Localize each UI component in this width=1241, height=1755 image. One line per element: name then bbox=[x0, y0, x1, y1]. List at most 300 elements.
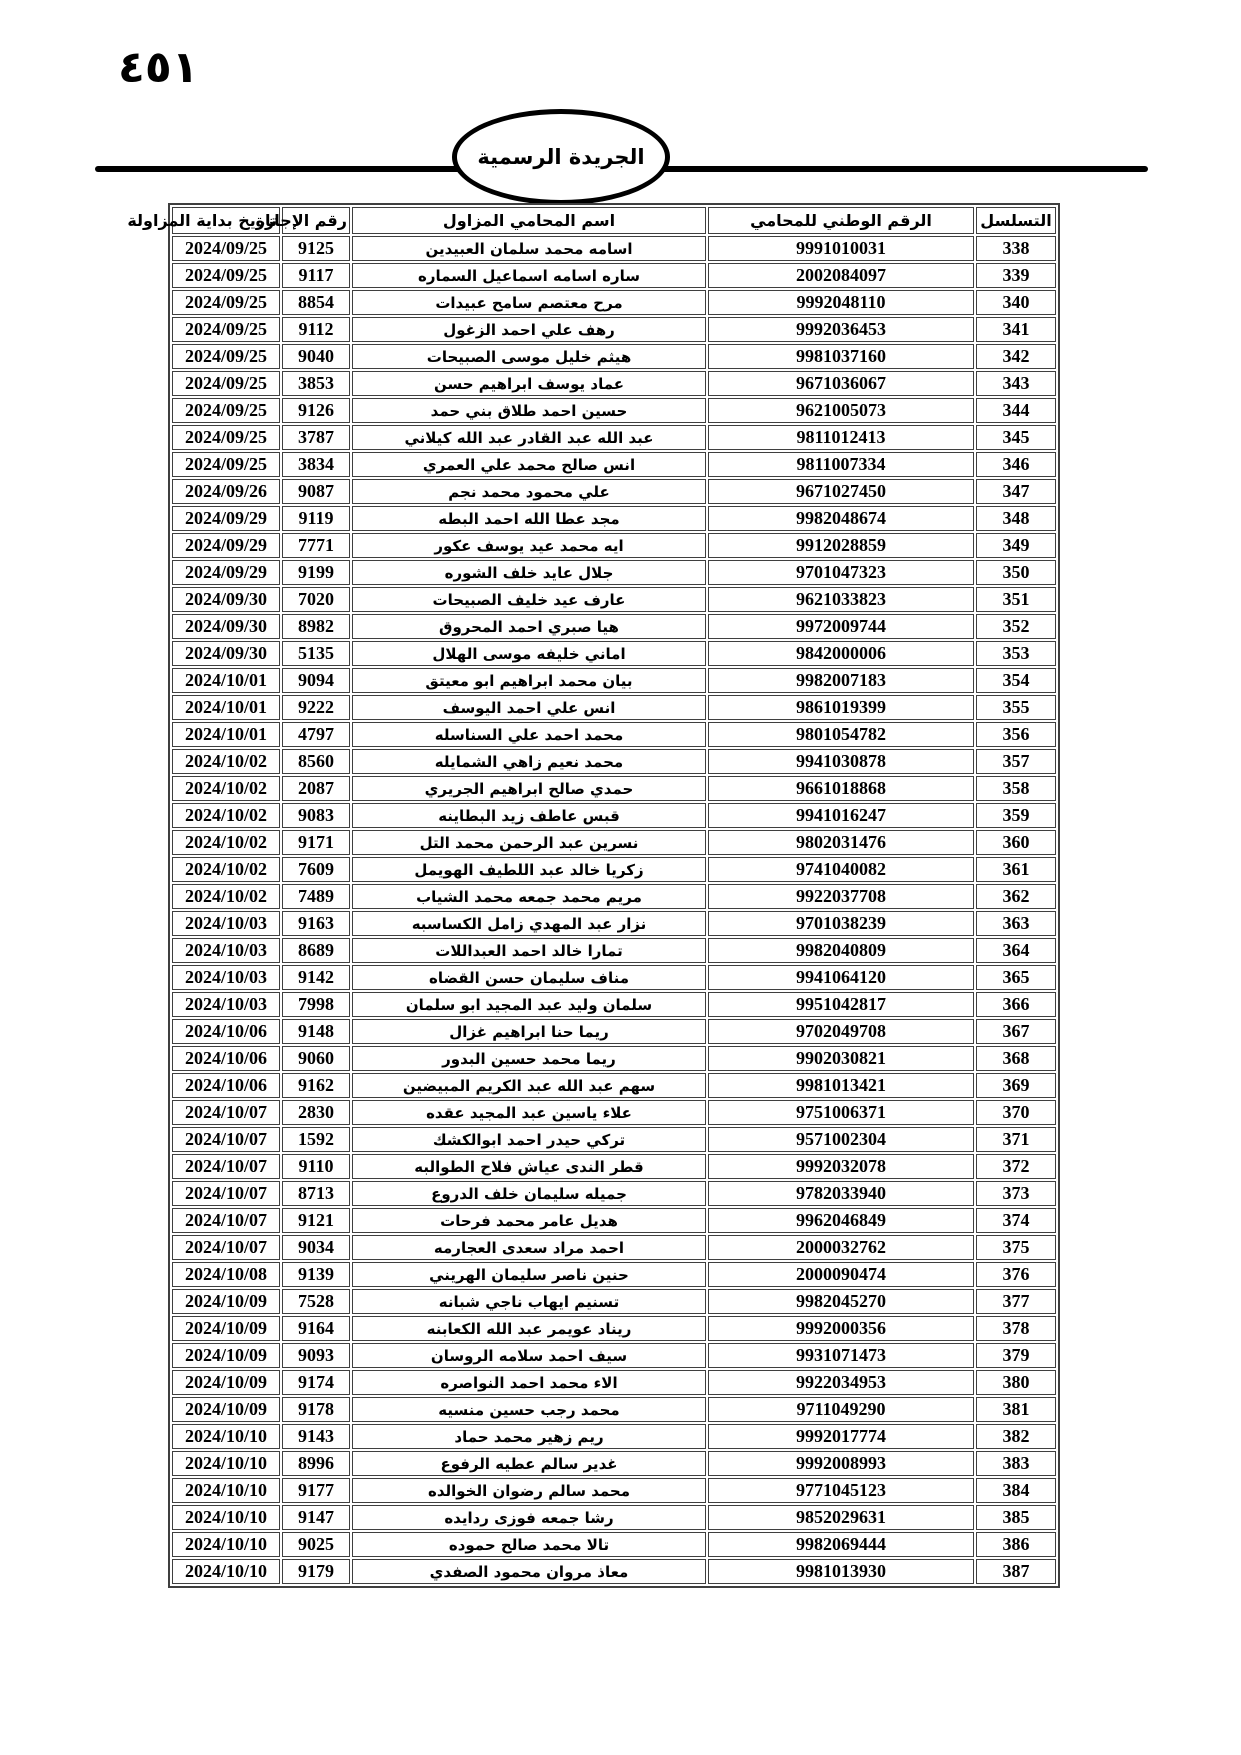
cell-start-date: 2024/09/26 bbox=[172, 479, 280, 504]
cell-serial: 348 bbox=[976, 506, 1056, 531]
lawyers-table-body bbox=[172, 236, 1056, 1584]
cell-start-date: 2024/10/10 bbox=[172, 1559, 280, 1584]
cell-start-date: 2024/10/10 bbox=[172, 1505, 280, 1530]
cell-serial: 349 bbox=[976, 533, 1056, 558]
cell-start-date: 2024/09/25 bbox=[172, 425, 280, 450]
cell-start-date: 2024/09/25 bbox=[172, 398, 280, 423]
cell-serial: 386 bbox=[976, 1532, 1056, 1557]
page-number: ٤٥١ bbox=[118, 42, 199, 93]
cell-national-id: 2000090474 bbox=[708, 1262, 974, 1287]
header-serial: التسلسل bbox=[976, 207, 1056, 234]
cell-license-number: 8996 bbox=[282, 1451, 350, 1476]
cell-serial: 350 bbox=[976, 560, 1056, 585]
cell-national-id: 9992000356 bbox=[708, 1316, 974, 1341]
table-row bbox=[172, 560, 1056, 585]
cell-lawyer-name: رشا جمعه فوزى ردايده bbox=[352, 1505, 706, 1530]
cell-lawyer-name: حسين احمد طلاق بني حمد bbox=[352, 398, 706, 423]
cell-start-date: 2024/09/25 bbox=[172, 317, 280, 342]
cell-license-number: 9087 bbox=[282, 479, 350, 504]
table-row bbox=[172, 1100, 1056, 1125]
cell-national-id: 9621005073 bbox=[708, 398, 974, 423]
cell-start-date: 2024/10/07 bbox=[172, 1154, 280, 1179]
header-lawyer-name: اسم المحامي المزاول bbox=[352, 207, 706, 234]
cell-national-id: 9671027450 bbox=[708, 479, 974, 504]
cell-lawyer-name: ايه محمد عيد يوسف عكور bbox=[352, 533, 706, 558]
cell-start-date: 2024/10/02 bbox=[172, 776, 280, 801]
cell-lawyer-name: غدير سالم عطيه الرفوع bbox=[352, 1451, 706, 1476]
cell-lawyer-name: جميله سليمان خلف الدروع bbox=[352, 1181, 706, 1206]
cell-lawyer-name: حنين ناصر سليمان الهريني bbox=[352, 1262, 706, 1287]
cell-serial: 344 bbox=[976, 398, 1056, 423]
cell-serial: 338 bbox=[976, 236, 1056, 261]
cell-serial: 385 bbox=[976, 1505, 1056, 1530]
cell-lawyer-name: ريما حنا ابراهيم غزال bbox=[352, 1019, 706, 1044]
cell-lawyer-name: سلمان وليد عبد المجيد ابو سلمان bbox=[352, 992, 706, 1017]
cell-national-id: 9991010031 bbox=[708, 236, 974, 261]
cell-lawyer-name: محمد رجب حسين منسيه bbox=[352, 1397, 706, 1422]
cell-lawyer-name: رهف علي احمد الزغول bbox=[352, 317, 706, 342]
table-row bbox=[172, 506, 1056, 531]
cell-start-date: 2024/10/06 bbox=[172, 1046, 280, 1071]
cell-serial: 384 bbox=[976, 1478, 1056, 1503]
table-row bbox=[172, 533, 1056, 558]
cell-license-number: 9094 bbox=[282, 668, 350, 693]
cell-start-date: 2024/09/25 bbox=[172, 344, 280, 369]
cell-start-date: 2024/10/02 bbox=[172, 830, 280, 855]
cell-serial: 381 bbox=[976, 1397, 1056, 1422]
cell-start-date: 2024/09/25 bbox=[172, 371, 280, 396]
table-row bbox=[172, 290, 1056, 315]
cell-lawyer-name: هديل عامر محمد فرحات bbox=[352, 1208, 706, 1233]
cell-national-id: 9941064120 bbox=[708, 965, 974, 990]
cell-start-date: 2024/10/10 bbox=[172, 1532, 280, 1557]
cell-serial: 369 bbox=[976, 1073, 1056, 1098]
cell-serial: 346 bbox=[976, 452, 1056, 477]
cell-national-id: 9701038239 bbox=[708, 911, 974, 936]
cell-start-date: 2024/10/01 bbox=[172, 668, 280, 693]
cell-license-number: 2830 bbox=[282, 1100, 350, 1125]
cell-lawyer-name: مجد عطا الله احمد البطه bbox=[352, 506, 706, 531]
table-row bbox=[172, 1262, 1056, 1287]
cell-license-number: 3853 bbox=[282, 371, 350, 396]
cell-serial: 373 bbox=[976, 1181, 1056, 1206]
cell-national-id: 9701047323 bbox=[708, 560, 974, 585]
cell-serial: 359 bbox=[976, 803, 1056, 828]
cell-license-number: 9143 bbox=[282, 1424, 350, 1449]
table-row bbox=[172, 857, 1056, 882]
cell-lawyer-name: معاذ مروان محمود الصفدي bbox=[352, 1559, 706, 1584]
cell-license-number: 8560 bbox=[282, 749, 350, 774]
cell-lawyer-name: هيثم خليل موسى الصبيحات bbox=[352, 344, 706, 369]
table-row bbox=[172, 1559, 1056, 1584]
cell-license-number: 3834 bbox=[282, 452, 350, 477]
cell-start-date: 2024/09/29 bbox=[172, 560, 280, 585]
cell-start-date: 2024/10/07 bbox=[172, 1181, 280, 1206]
cell-lawyer-name: مريم محمد جمعه محمد الشياب bbox=[352, 884, 706, 909]
cell-start-date: 2024/09/30 bbox=[172, 614, 280, 639]
cell-serial: 361 bbox=[976, 857, 1056, 882]
table-row bbox=[172, 1424, 1056, 1449]
cell-serial: 355 bbox=[976, 695, 1056, 720]
cell-lawyer-name: تمارا خالد احمد العبداللات bbox=[352, 938, 706, 963]
cell-national-id: 9801054782 bbox=[708, 722, 974, 747]
cell-lawyer-name: انس علي احمد اليوسف bbox=[352, 695, 706, 720]
table-row bbox=[172, 641, 1056, 666]
header-license-number: رقم الإجازة bbox=[282, 207, 350, 234]
cell-license-number: 9199 bbox=[282, 560, 350, 585]
cell-start-date: 2024/09/30 bbox=[172, 587, 280, 612]
table-row bbox=[172, 344, 1056, 369]
table-row bbox=[172, 263, 1056, 288]
table-row bbox=[172, 479, 1056, 504]
cell-serial: 365 bbox=[976, 965, 1056, 990]
cell-national-id: 9972009744 bbox=[708, 614, 974, 639]
cell-national-id: 9902030821 bbox=[708, 1046, 974, 1071]
cell-start-date: 2024/10/03 bbox=[172, 992, 280, 1017]
cell-serial: 367 bbox=[976, 1019, 1056, 1044]
cell-serial: 362 bbox=[976, 884, 1056, 909]
cell-license-number: 9139 bbox=[282, 1262, 350, 1287]
banner-title: الجريدة الرسمية bbox=[477, 145, 645, 169]
cell-license-number: 9163 bbox=[282, 911, 350, 936]
cell-serial: 382 bbox=[976, 1424, 1056, 1449]
cell-start-date: 2024/09/29 bbox=[172, 506, 280, 531]
cell-license-number: 9125 bbox=[282, 236, 350, 261]
cell-lawyer-name: عبد الله عبد القادر عبد الله كيلاني bbox=[352, 425, 706, 450]
cell-start-date: 2024/10/09 bbox=[172, 1370, 280, 1395]
cell-lawyer-name: سيف احمد سلامه الروسان bbox=[352, 1343, 706, 1368]
cell-serial: 340 bbox=[976, 290, 1056, 315]
cell-lawyer-name: عارف عيد خليف الصبيحات bbox=[352, 587, 706, 612]
cell-serial: 351 bbox=[976, 587, 1056, 612]
cell-national-id: 9922034953 bbox=[708, 1370, 974, 1395]
cell-serial: 366 bbox=[976, 992, 1056, 1017]
cell-start-date: 2024/10/02 bbox=[172, 749, 280, 774]
cell-start-date: 2024/10/07 bbox=[172, 1100, 280, 1125]
cell-serial: 356 bbox=[976, 722, 1056, 747]
cell-license-number: 7528 bbox=[282, 1289, 350, 1314]
cell-start-date: 2024/10/03 bbox=[172, 911, 280, 936]
header-national-id: الرقم الوطني للمحامي bbox=[708, 207, 974, 234]
table-row bbox=[172, 830, 1056, 855]
cell-start-date: 2024/10/09 bbox=[172, 1343, 280, 1368]
table-header-row bbox=[172, 207, 1056, 234]
cell-national-id: 9811012413 bbox=[708, 425, 974, 450]
cell-start-date: 2024/10/10 bbox=[172, 1478, 280, 1503]
cell-start-date: 2024/09/25 bbox=[172, 263, 280, 288]
cell-start-date: 2024/10/02 bbox=[172, 884, 280, 909]
table-row bbox=[172, 398, 1056, 423]
cell-serial: 383 bbox=[976, 1451, 1056, 1476]
cell-start-date: 2024/10/07 bbox=[172, 1235, 280, 1260]
cell-national-id: 9951042817 bbox=[708, 992, 974, 1017]
cell-national-id: 9802031476 bbox=[708, 830, 974, 855]
table-row bbox=[172, 425, 1056, 450]
cell-license-number: 9222 bbox=[282, 695, 350, 720]
cell-serial: 380 bbox=[976, 1370, 1056, 1395]
cell-national-id: 9962046849 bbox=[708, 1208, 974, 1233]
cell-start-date: 2024/10/08 bbox=[172, 1262, 280, 1287]
cell-license-number: 9117 bbox=[282, 263, 350, 288]
cell-start-date: 2024/10/01 bbox=[172, 722, 280, 747]
table-row bbox=[172, 1019, 1056, 1044]
table-row bbox=[172, 614, 1056, 639]
cell-serial: 364 bbox=[976, 938, 1056, 963]
cell-national-id: 9711049290 bbox=[708, 1397, 974, 1422]
cell-national-id: 9571002304 bbox=[708, 1127, 974, 1152]
cell-license-number: 7489 bbox=[282, 884, 350, 909]
cell-national-id: 9982048674 bbox=[708, 506, 974, 531]
cell-lawyer-name: ريم زهير محمد حماد bbox=[352, 1424, 706, 1449]
table-row bbox=[172, 1397, 1056, 1422]
cell-start-date: 2024/10/09 bbox=[172, 1397, 280, 1422]
cell-license-number: 9083 bbox=[282, 803, 350, 828]
cell-start-date: 2024/10/09 bbox=[172, 1289, 280, 1314]
table-row bbox=[172, 1127, 1056, 1152]
cell-start-date: 2024/10/03 bbox=[172, 938, 280, 963]
cell-lawyer-name: ساره اسامه اسماعيل السماره bbox=[352, 263, 706, 288]
cell-lawyer-name: نسرين عبد الرحمن محمد التل bbox=[352, 830, 706, 855]
cell-license-number: 9178 bbox=[282, 1397, 350, 1422]
table-row bbox=[172, 1235, 1056, 1260]
cell-lawyer-name: جلال عايد خلف الشوره bbox=[352, 560, 706, 585]
cell-license-number: 9142 bbox=[282, 965, 350, 990]
table-row bbox=[172, 1370, 1056, 1395]
cell-serial: 339 bbox=[976, 263, 1056, 288]
cell-national-id: 9931071473 bbox=[708, 1343, 974, 1368]
table-row bbox=[172, 1046, 1056, 1071]
cell-serial: 368 bbox=[976, 1046, 1056, 1071]
table-row bbox=[172, 803, 1056, 828]
table-row bbox=[172, 1181, 1056, 1206]
cell-license-number: 4797 bbox=[282, 722, 350, 747]
cell-serial: 374 bbox=[976, 1208, 1056, 1233]
cell-license-number: 9177 bbox=[282, 1478, 350, 1503]
cell-license-number: 9171 bbox=[282, 830, 350, 855]
cell-start-date: 2024/09/29 bbox=[172, 533, 280, 558]
cell-license-number: 8689 bbox=[282, 938, 350, 963]
table-row bbox=[172, 1451, 1056, 1476]
cell-start-date: 2024/10/01 bbox=[172, 695, 280, 720]
cell-license-number: 9179 bbox=[282, 1559, 350, 1584]
cell-serial: 371 bbox=[976, 1127, 1056, 1152]
table-row bbox=[172, 1208, 1056, 1233]
cell-license-number: 7020 bbox=[282, 587, 350, 612]
cell-serial: 363 bbox=[976, 911, 1056, 936]
cell-lawyer-name: عماد يوسف ابراهيم حسن bbox=[352, 371, 706, 396]
cell-national-id: 9702049708 bbox=[708, 1019, 974, 1044]
table-row bbox=[172, 1154, 1056, 1179]
cell-start-date: 2024/10/07 bbox=[172, 1127, 280, 1152]
cell-lawyer-name: هيا صبري احمد المحروق bbox=[352, 614, 706, 639]
cell-license-number: 9162 bbox=[282, 1073, 350, 1098]
cell-lawyer-name: محمد احمد علي السناسله bbox=[352, 722, 706, 747]
cell-start-date: 2024/10/10 bbox=[172, 1451, 280, 1476]
cell-lawyer-name: ريناد عويمر عبد الله الكعابنه bbox=[352, 1316, 706, 1341]
cell-national-id: 9982007183 bbox=[708, 668, 974, 693]
cell-lawyer-name: علاء ياسين عبد المجيد عقده bbox=[352, 1100, 706, 1125]
cell-national-id: 9671036067 bbox=[708, 371, 974, 396]
cell-serial: 378 bbox=[976, 1316, 1056, 1341]
cell-license-number: 9110 bbox=[282, 1154, 350, 1179]
cell-national-id: 9981013421 bbox=[708, 1073, 974, 1098]
cell-lawyer-name: زكريا خالد عبد اللطيف الهويمل bbox=[352, 857, 706, 882]
cell-national-id: 9852029631 bbox=[708, 1505, 974, 1530]
table-row bbox=[172, 992, 1056, 1017]
cell-license-number: 9148 bbox=[282, 1019, 350, 1044]
cell-lawyer-name: بيان محمد ابراهيم ابو معيتق bbox=[352, 668, 706, 693]
cell-national-id: 2000032762 bbox=[708, 1235, 974, 1260]
cell-serial: 375 bbox=[976, 1235, 1056, 1260]
cell-serial: 354 bbox=[976, 668, 1056, 693]
cell-national-id: 9992032078 bbox=[708, 1154, 974, 1179]
cell-lawyer-name: مناف سليمان حسن القضاه bbox=[352, 965, 706, 990]
cell-lawyer-name: سهم عبد الله عبد الكريم المبيضين bbox=[352, 1073, 706, 1098]
cell-lawyer-name: علي محمود محمد نجم bbox=[352, 479, 706, 504]
cell-license-number: 2087 bbox=[282, 776, 350, 801]
cell-national-id: 9941030878 bbox=[708, 749, 974, 774]
cell-national-id: 9782033940 bbox=[708, 1181, 974, 1206]
table-row bbox=[172, 317, 1056, 342]
cell-license-number: 9164 bbox=[282, 1316, 350, 1341]
cell-lawyer-name: تركي حيدر احمد ابوالكشك bbox=[352, 1127, 706, 1152]
cell-serial: 372 bbox=[976, 1154, 1056, 1179]
table-row bbox=[172, 1316, 1056, 1341]
cell-national-id: 9992036453 bbox=[708, 317, 974, 342]
cell-serial: 379 bbox=[976, 1343, 1056, 1368]
table-row bbox=[172, 371, 1056, 396]
table-row bbox=[172, 722, 1056, 747]
cell-national-id: 9751006371 bbox=[708, 1100, 974, 1125]
cell-national-id: 9982069444 bbox=[708, 1532, 974, 1557]
cell-license-number: 7998 bbox=[282, 992, 350, 1017]
cell-serial: 353 bbox=[976, 641, 1056, 666]
cell-serial: 370 bbox=[976, 1100, 1056, 1125]
cell-national-id: 9771045123 bbox=[708, 1478, 974, 1503]
table-row bbox=[172, 965, 1056, 990]
table-row bbox=[172, 1289, 1056, 1314]
cell-license-number: 9126 bbox=[282, 398, 350, 423]
cell-lawyer-name: محمد سالم رضوان الخوالده bbox=[352, 1478, 706, 1503]
table-row bbox=[172, 911, 1056, 936]
cell-license-number: 9093 bbox=[282, 1343, 350, 1368]
cell-national-id: 9941016247 bbox=[708, 803, 974, 828]
header-start-date: تاريخ بداية المزاولة bbox=[172, 207, 280, 234]
cell-lawyer-name: نزار عبد المهدي زامل الكساسبه bbox=[352, 911, 706, 936]
cell-start-date: 2024/09/25 bbox=[172, 290, 280, 315]
table-row bbox=[172, 1343, 1056, 1368]
table-row bbox=[172, 668, 1056, 693]
cell-start-date: 2024/10/02 bbox=[172, 857, 280, 882]
table-row bbox=[172, 884, 1056, 909]
table-row bbox=[172, 236, 1056, 261]
table-row bbox=[172, 776, 1056, 801]
cell-national-id: 9661018868 bbox=[708, 776, 974, 801]
cell-license-number: 8713 bbox=[282, 1181, 350, 1206]
cell-serial: 347 bbox=[976, 479, 1056, 504]
cell-license-number: 9112 bbox=[282, 317, 350, 342]
cell-license-number: 3787 bbox=[282, 425, 350, 450]
cell-serial: 357 bbox=[976, 749, 1056, 774]
table-row bbox=[172, 749, 1056, 774]
cell-lawyer-name: احمد مراد سعدى العجارمه bbox=[352, 1235, 706, 1260]
table-row bbox=[172, 1505, 1056, 1530]
cell-lawyer-name: قطر الندى عياش فلاح الطوالبه bbox=[352, 1154, 706, 1179]
cell-national-id: 9981037160 bbox=[708, 344, 974, 369]
cell-start-date: 2024/10/06 bbox=[172, 1073, 280, 1098]
cell-serial: 376 bbox=[976, 1262, 1056, 1287]
cell-national-id: 9621033823 bbox=[708, 587, 974, 612]
cell-license-number: 1592 bbox=[282, 1127, 350, 1152]
lawyers-table bbox=[127, 203, 1060, 1588]
cell-serial: 377 bbox=[976, 1289, 1056, 1314]
cell-lawyer-name: ريما محمد حسين البدور bbox=[352, 1046, 706, 1071]
cell-lawyer-name: حمدي صالح ابراهيم الجريري bbox=[352, 776, 706, 801]
cell-license-number: 9040 bbox=[282, 344, 350, 369]
cell-license-number: 8982 bbox=[282, 614, 350, 639]
cell-serial: 345 bbox=[976, 425, 1056, 450]
cell-start-date: 2024/10/09 bbox=[172, 1316, 280, 1341]
table-row bbox=[172, 452, 1056, 477]
cell-serial: 352 bbox=[976, 614, 1056, 639]
banner-ellipse bbox=[452, 109, 670, 205]
cell-license-number: 8854 bbox=[282, 290, 350, 315]
cell-lawyer-name: اماني خليفه موسى الهلال bbox=[352, 641, 706, 666]
table-row bbox=[172, 1478, 1056, 1503]
cell-start-date: 2024/10/03 bbox=[172, 965, 280, 990]
cell-start-date: 2024/09/30 bbox=[172, 641, 280, 666]
cell-license-number: 9060 bbox=[282, 1046, 350, 1071]
cell-national-id: 9861019399 bbox=[708, 695, 974, 720]
cell-serial: 358 bbox=[976, 776, 1056, 801]
cell-start-date: 2024/10/10 bbox=[172, 1424, 280, 1449]
cell-lawyer-name: اسامه محمد سلمان العبيدين bbox=[352, 236, 706, 261]
cell-license-number: 9034 bbox=[282, 1235, 350, 1260]
cell-license-number: 9025 bbox=[282, 1532, 350, 1557]
cell-lawyer-name: قبس عاطف زيد البطاينه bbox=[352, 803, 706, 828]
cell-serial: 343 bbox=[976, 371, 1056, 396]
cell-start-date: 2024/10/02 bbox=[172, 803, 280, 828]
cell-lawyer-name: مرح معتصم سامح عبيدات bbox=[352, 290, 706, 315]
table-row bbox=[172, 938, 1056, 963]
cell-lawyer-name: تالا محمد صالح حموده bbox=[352, 1532, 706, 1557]
cell-license-number: 9119 bbox=[282, 506, 350, 531]
cell-national-id: 9992017774 bbox=[708, 1424, 974, 1449]
cell-national-id: 9741040082 bbox=[708, 857, 974, 882]
table-row bbox=[172, 695, 1056, 720]
cell-license-number: 7609 bbox=[282, 857, 350, 882]
cell-national-id: 9982040809 bbox=[708, 938, 974, 963]
cell-start-date: 2024/09/25 bbox=[172, 236, 280, 261]
cell-national-id: 9992048110 bbox=[708, 290, 974, 315]
cell-national-id: 9912028859 bbox=[708, 533, 974, 558]
table-row bbox=[172, 1532, 1056, 1557]
table-row bbox=[172, 587, 1056, 612]
cell-lawyer-name: الاء محمد احمد النواصره bbox=[352, 1370, 706, 1395]
cell-lawyer-name: انس صالح محمد علي العمري bbox=[352, 452, 706, 477]
table-row bbox=[172, 1073, 1056, 1098]
cell-license-number: 9147 bbox=[282, 1505, 350, 1530]
cell-national-id: 9922037708 bbox=[708, 884, 974, 909]
cell-national-id: 9982045270 bbox=[708, 1289, 974, 1314]
cell-serial: 341 bbox=[976, 317, 1056, 342]
cell-start-date: 2024/09/25 bbox=[172, 452, 280, 477]
cell-start-date: 2024/10/06 bbox=[172, 1019, 280, 1044]
cell-national-id: 9842000006 bbox=[708, 641, 974, 666]
cell-lawyer-name: تسنيم ايهاب ناجي شبانه bbox=[352, 1289, 706, 1314]
cell-license-number: 5135 bbox=[282, 641, 350, 666]
cell-start-date: 2024/10/07 bbox=[172, 1208, 280, 1233]
